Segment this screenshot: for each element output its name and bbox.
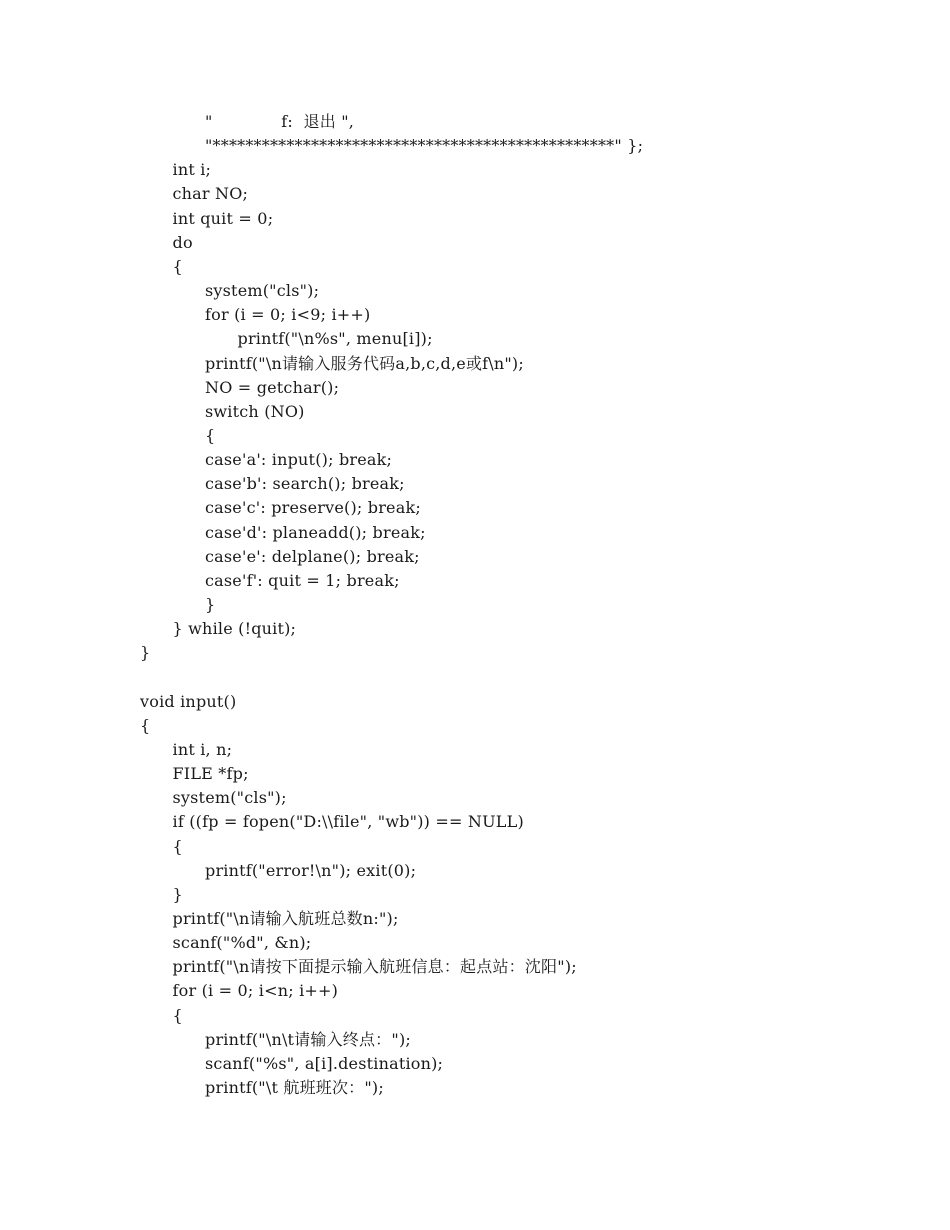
- code-line: int quit = 0;: [172, 208, 274, 228]
- code-line: case'e': delplane(); break;: [205, 546, 420, 566]
- code-line: " f: 退出 ",: [205, 112, 355, 131]
- code-line: } while (!quit);: [172, 619, 297, 639]
- code-line: int i, n;: [172, 739, 233, 759]
- code-line: printf("\n请输入航班总数n:");: [172, 908, 399, 928]
- code-line: char NO;: [172, 184, 249, 204]
- code-line: {: [172, 256, 183, 276]
- code-line: int i;: [172, 160, 212, 180]
- code-line: system("cls");: [172, 788, 287, 808]
- code-line: printf("error!\n"); exit(0);: [205, 860, 417, 880]
- code-line: printf("\n\t请输入终点：");: [205, 1029, 411, 1049]
- code-line: NO = getchar();: [205, 377, 340, 397]
- code-line: switch (NO): [205, 401, 305, 421]
- code-line: {: [140, 715, 151, 735]
- code-line: void input(): [140, 691, 237, 711]
- code-line: printf("\n请按下面提示输入航班信息：起点站：沈阳");: [172, 957, 577, 977]
- code-line: scanf("%s", a[i].destination);: [205, 1053, 444, 1073]
- code-line: "*************************************************" };: [205, 136, 644, 156]
- code-line: scanf("%d", &n);: [172, 933, 312, 953]
- code-line: case'b': search(); break;: [205, 474, 405, 494]
- code-line: }: [205, 595, 216, 614]
- code-line: case'a': input(); break;: [205, 450, 393, 470]
- code-line: for (i = 0; i<n; i++): [172, 981, 339, 1001]
- code-line: case'c': preserve(); break;: [205, 498, 421, 518]
- code-line: case'f': quit = 1; break;: [205, 570, 400, 590]
- code-line: printf("\n%s", menu[i]);: [237, 329, 433, 349]
- code-line: do: [172, 232, 193, 252]
- code-line: printf("\t 航班班次：");: [205, 1078, 384, 1097]
- code-line: {: [205, 425, 216, 445]
- code-line: {: [172, 1005, 183, 1025]
- code-line: system("cls");: [205, 281, 320, 300]
- code-line: }: [140, 643, 151, 663]
- code-line: }: [172, 884, 183, 904]
- code-line: printf("\n请输入服务代码a,b,c,d,e或f\n");: [205, 353, 524, 373]
- code-line: for (i = 0; i<9; i++): [205, 305, 371, 325]
- code-line: {: [172, 836, 183, 856]
- code-line: FILE *fp;: [172, 764, 249, 783]
- code-line: if ((fp = fopen("D:\\file", "wb")) == NULL): [172, 812, 524, 832]
- code-line: case'd': planeadd(); break;: [205, 522, 426, 542]
